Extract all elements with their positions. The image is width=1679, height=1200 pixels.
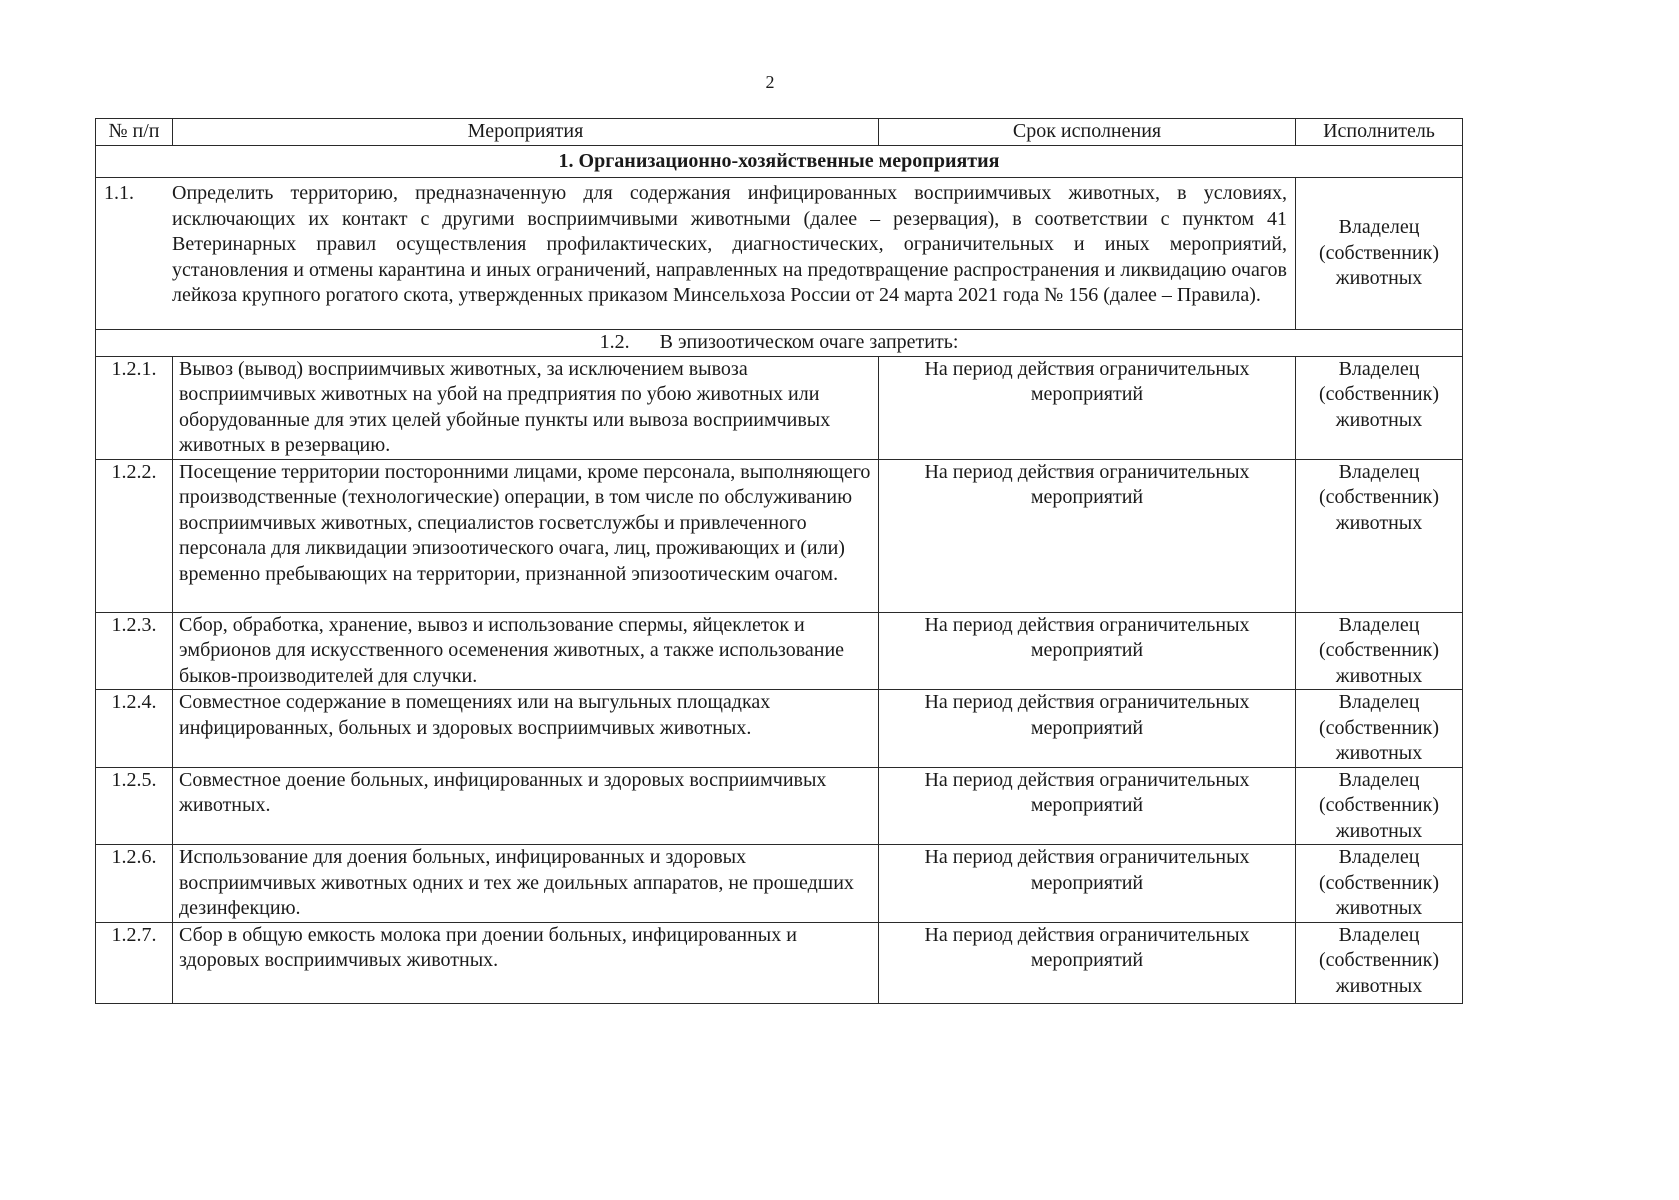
measure-text: Совместное содержание в помещениях или на выгульных площадках инфицированных, больных и здоровых восприимчивых животных.: [173, 690, 879, 768]
header-num: № п/п: [96, 119, 173, 146]
measure-text: Сбор, обработка, хранение, вывоз и использование спермы, яйцеклеток и эмбрионов для искусственного осеменения животных, а также использование быков-производителей для случки.: [173, 612, 879, 690]
header-term: Срок исполнения: [879, 119, 1296, 146]
table-row: [96, 845, 1463, 923]
item-1-1-cell: [96, 178, 1296, 330]
table-row: [96, 612, 1463, 690]
table-row: [96, 767, 1463, 845]
term: На период действия ограничительных мероприятий: [879, 845, 1296, 923]
table-header-row: [96, 119, 1463, 146]
executor: Владелец (собственник) животных: [1296, 356, 1463, 459]
header-measures: Мероприятия: [173, 119, 879, 146]
term: На период действия ограничительных мероприятий: [879, 356, 1296, 459]
subsection-number: 1.2.: [599, 331, 630, 353]
executor: Владелец (собственник) животных: [1296, 178, 1463, 330]
executor: Владелец (собственник) животных: [1296, 690, 1463, 768]
measure-text: Определить территорию, предназначенную для содержания инфицированных восприимчивых животных, в условиях, исключающих их контакт с другими восприимчивыми животными (далее – резервация), в соответствии с пунктом 41 Ветеринарных правил осуществления профилактических, диагностических, ограничительных и иных мероприятий, установления и отмены карантина и иных ограничений, направленных на предотвращение распространения и ликвидацию очагов лейкоза крупного рогатого скота, утвержденных приказом Минсельхоза России от 24 марта 2021 года № 156 (далее – Правила).: [172, 182, 1287, 306]
row-number: 1.2.5.: [96, 767, 173, 845]
measure-text: Использование для доения больных, инфицированных и здоровых восприимчивых животных одних и тех же доильных аппаратов, не прошедших дезинфекцию.: [173, 845, 879, 923]
table-row: [96, 178, 1463, 330]
row-number: 1.2.4.: [96, 690, 173, 768]
table-row: [96, 690, 1463, 768]
row-number: 1.2.2.: [96, 459, 173, 612]
table-row: [96, 459, 1463, 612]
measure-text: Совместное доение больных, инфицированных и здоровых восприимчивых животных.: [173, 767, 879, 845]
section-1-row: [96, 146, 1463, 178]
table-row: [96, 356, 1463, 459]
term: На период действия ограничительных мероприятий: [879, 612, 1296, 690]
measure-text: Вывоз (вывод) восприимчивых животных, за исключением вывоза восприимчивых животных на убой на предприятия по убою животных или оборудованные для этих целей убойные пункты или вывоза восприимчивых животных в резервацию.: [173, 356, 879, 459]
subsection-1-2-row: [96, 330, 1463, 357]
section-1-title: 1. Организационно-хозяйственные мероприятия: [96, 146, 1463, 178]
header-executor: Исполнитель: [1296, 119, 1463, 146]
table-row: [96, 922, 1463, 1003]
measure-text: Посещение территории посторонними лицами, кроме персонала, выполняющего производственные (технологические) операции, в том числе по обслуживанию восприимчивых животных, специалистов госветслужбы и привлеченного персонала для ликвидации эпизоотического очага, лиц, проживающих и (или) временно пребывающих на территории, признанной эпизоотическим очагом.: [173, 459, 879, 612]
term: На период действия ограничительных мероприятий: [879, 690, 1296, 768]
row-number: 1.2.7.: [96, 922, 173, 1003]
executor: Владелец (собственник) животных: [1296, 767, 1463, 845]
executor: Владелец (собственник) животных: [1296, 922, 1463, 1003]
term: На период действия ограничительных мероприятий: [879, 922, 1296, 1003]
term: На период действия ограничительных мероприятий: [879, 767, 1296, 845]
measures-table: [95, 118, 1463, 1004]
executor: Владелец (собственник) животных: [1296, 459, 1463, 612]
row-number: 1.2.1.: [96, 356, 173, 459]
measure-text: Сбор в общую емкость молока при доении больных, инфицированных и здоровых восприимчивых животных.: [173, 922, 879, 1003]
row-number: 1.2.6.: [96, 845, 173, 923]
row-number: 1.2.3.: [96, 612, 173, 690]
subsection-1-2: [96, 330, 1463, 357]
row-number: 1.1.: [104, 182, 134, 204]
subsection-title: В эпизоотическом очаге запретить:: [659, 331, 959, 353]
executor: Владелец (собственник) животных: [1296, 612, 1463, 690]
executor: Владелец (собственник) животных: [1296, 845, 1463, 923]
term: На период действия ограничительных мероприятий: [879, 459, 1296, 612]
page-number: 2: [765, 72, 775, 92]
